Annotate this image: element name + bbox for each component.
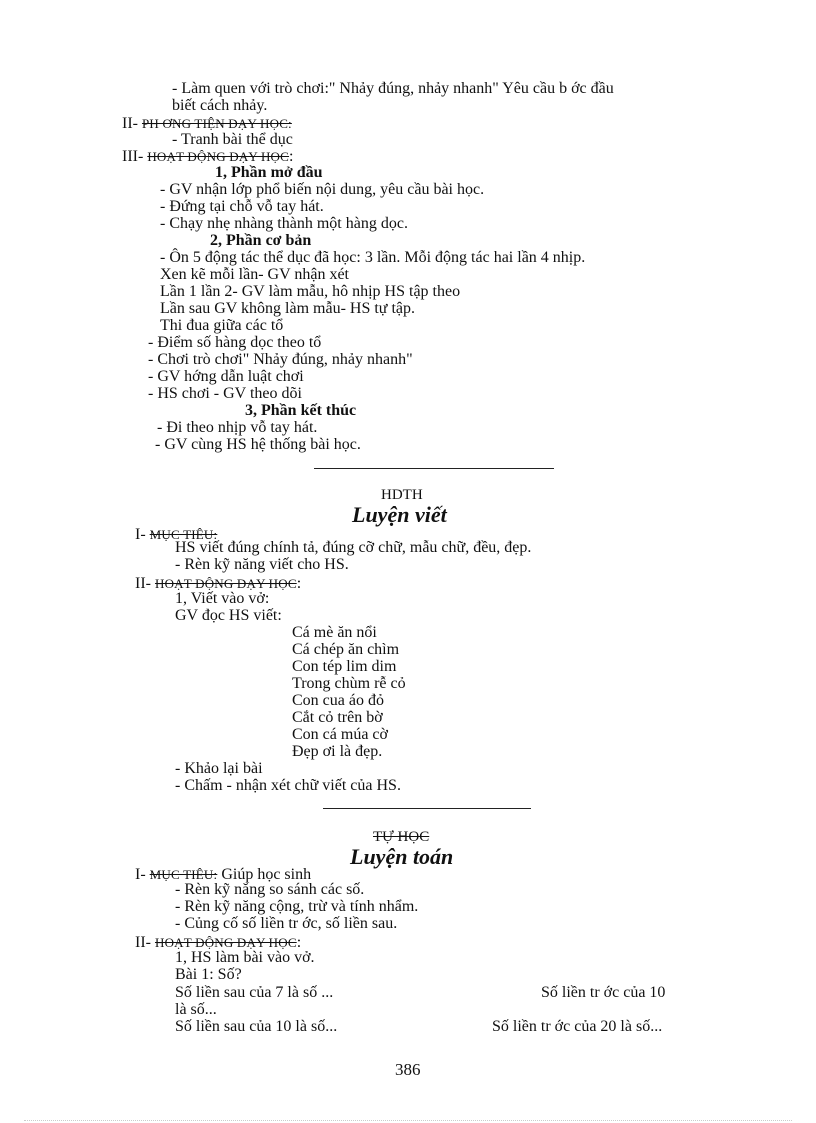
section-title: HOẠT ĐỘNG DẠY HỌC xyxy=(154,935,297,950)
list-item: - GV nhận lớp phổ biến nội dung, yêu cầu bài học. xyxy=(160,181,485,198)
step-line: GV đọc HS viết: xyxy=(175,607,282,624)
poem-line: Đẹp ơi là đẹp. xyxy=(292,743,383,760)
part-heading-3: 3, Phần kết thúc xyxy=(245,402,357,419)
list-item: - Khảo lại bài xyxy=(175,760,263,777)
list-item: Lần 1 lần 2- GV làm mẫu, hô nhịp HS tập theo xyxy=(160,283,461,300)
poem-line: Trong chùm rễ cỏ xyxy=(292,675,406,692)
section-title: HOẠT ĐỘNG DẠY HỌC xyxy=(147,149,290,164)
objective-line: HS viết đúng chính tả, đúng cỡ chữ, mẫu chữ, đều, đẹp. xyxy=(175,539,532,556)
list-item: - Rèn kỹ năng so sánh các số. xyxy=(175,881,365,898)
list-item: - Đi theo nhịp vỗ tay hát. xyxy=(157,419,318,436)
poem-line: Cắt cỏ trên bờ xyxy=(292,709,383,726)
exercise-label: Bài 1: Số? xyxy=(175,966,242,983)
part-heading-2: 2, Phần cơ bản xyxy=(210,232,312,249)
section-colon: : xyxy=(296,575,302,592)
section-2-heading xyxy=(122,115,292,132)
poem-line: Con cua áo đỏ xyxy=(292,692,384,709)
list-item: Lần sau GV không làm mẫu- HS tự tập. xyxy=(160,300,416,317)
poem-line: Cá mè ăn nổi xyxy=(292,624,377,641)
subject-label: HDTH xyxy=(381,487,423,503)
section-number: II- xyxy=(135,575,151,592)
page-edge-dots xyxy=(24,1120,792,1121)
exercise-row-cont: là số... xyxy=(175,1001,217,1018)
section-divider xyxy=(314,468,554,469)
section-colon: : xyxy=(296,934,302,951)
list-item: - Chơi trò chơi" Nhảy đúng, nhảy nhanh" xyxy=(148,351,413,368)
list-item: - Rèn kỹ năng cộng, trừ và tính nhẩm. xyxy=(175,898,419,915)
list-item: Xen kẽ mỗi lần- GV nhận xét xyxy=(160,266,349,283)
lesson-title: Luyện viết xyxy=(352,502,447,527)
section-divider xyxy=(323,808,531,809)
section-number: II- xyxy=(135,934,151,951)
list-item: - Củng cố số liền tr ớc, số liền sau. xyxy=(175,915,398,932)
subject-label: TỰ HỌC xyxy=(373,829,430,845)
step-line: 1, HS làm bài vào vở. xyxy=(175,949,315,966)
poem-line: Cá chép ăn chìm xyxy=(292,641,400,658)
list-item: - GV cùng HS hệ thống bài học. xyxy=(155,436,361,453)
lesson-title: Luyện toán xyxy=(350,844,454,869)
intro-line-1: - Làm quen với trò chơi:" Nhảy đúng, nhảy nhanh" Yêu cầu b ớc đầu xyxy=(172,80,614,97)
section-title: MỤC TIÊU: xyxy=(149,867,218,882)
section-title: MỤC TIÊU: xyxy=(149,527,218,542)
poem-line: Con cá múa cờ xyxy=(292,726,388,743)
list-item: - Điểm số hàng dọc theo tổ xyxy=(148,334,322,351)
exercise-row-right: Số liền tr ớc của 20 là số... xyxy=(492,1018,663,1035)
list-item: - Chấm - nhận xét chữ viết của HS. xyxy=(175,777,401,794)
poem-line: Con tép lim dim xyxy=(292,658,397,675)
section-number: I- xyxy=(135,866,146,883)
section-number: I- xyxy=(135,526,146,543)
list-item: - Tranh bài thể dục xyxy=(172,131,293,148)
exercise-row-left: Số liền sau của 10 là số... xyxy=(175,1018,338,1035)
section-number: II- xyxy=(122,115,138,132)
section-3-heading xyxy=(122,148,293,165)
list-item: - Ôn 5 động tác thể dục đã học: 3 lần. Mỗi động tác hai lần 4 nhịp. xyxy=(160,249,586,266)
page-number: 386 xyxy=(395,1060,421,1079)
step-line: 1, Viết vào vở: xyxy=(175,590,270,607)
exercise-row-right: Số liền tr ớc của 10 xyxy=(541,984,666,1001)
list-item: - GV hớng dẫn luật chơi xyxy=(148,368,304,385)
list-item: Thi đua giữa các tổ xyxy=(160,317,284,334)
section-title: HOẠT ĐỘNG DẠY HỌC xyxy=(154,576,297,591)
objectives-tail: Giúp học sinh xyxy=(221,866,312,883)
section-title: PH ƠNG TIỆN DẠY HỌC: xyxy=(141,116,292,131)
list-item: - HS chơi - GV theo dõi xyxy=(148,385,302,402)
intro-line-2: biết cách nhảy. xyxy=(172,97,268,114)
objective-line: - Rèn kỹ năng viết cho HS. xyxy=(175,556,349,573)
exercise-row-left: Số liền sau của 7 là số ... xyxy=(175,984,334,1001)
list-item: - Đứng tại chỗ vỗ tay hát. xyxy=(160,198,324,215)
part-heading-1: 1, Phần mở đầu xyxy=(215,164,323,181)
list-item: - Chạy nhẹ nhàng thành một hàng dọc. xyxy=(160,215,408,232)
section-colon: : xyxy=(289,148,294,165)
section-number: III- xyxy=(122,148,144,165)
